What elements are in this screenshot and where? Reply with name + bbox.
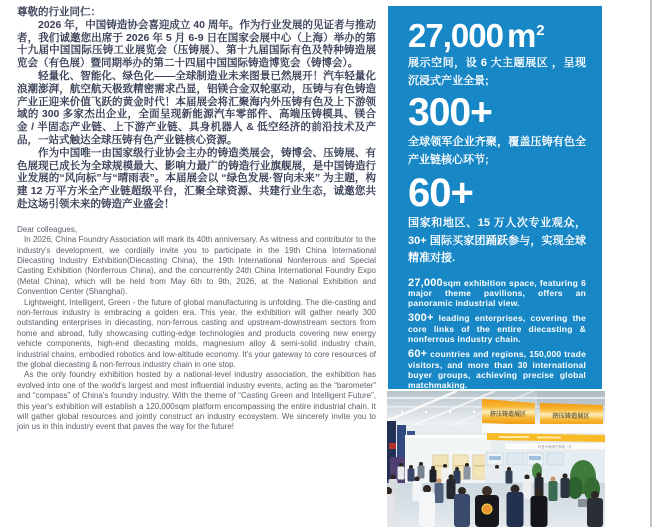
stat-enterprises-value: 300+	[408, 91, 492, 134]
pavilion-signs	[482, 399, 605, 450]
stat-enterprises-lead-en: 300+	[408, 312, 434, 325]
stat-space-desc-cn: 展示空间，设 6 大主题展区 ，呈现沉浸式产业全景;	[408, 57, 586, 87]
stat-countries-desc-cn: 国家和地区、15 万人次专业观众，30+ 国际买家团踊跃参与，实现全球精准对接.	[408, 217, 586, 264]
invitation-letter	[17, 6, 376, 433]
exhibition-photo	[387, 391, 605, 527]
letter-english-section	[17, 225, 376, 433]
stat-space-value	[408, 16, 586, 54]
stat-countries	[408, 171, 586, 268]
stat-enterprises	[408, 91, 586, 169]
letter-paragraph-cn: 2026 年，中国铸造协会喜迎成立 40 周年。作为行业发展的见证者与推动者，我们诚邀您出席于 2026 年 5 月 6-9 日在国家会展中心（上海）举办的第十九届中国国际压铸工业展览会（压铸展）、第十九届国际有色及特种铸造展览会（有色展）暨同期举办的第二十四届中国国际铸造博览会（铸博会）。	[17, 18, 376, 70]
salutation-cn: 尊敬的行业同仁：	[17, 6, 101, 18]
stats-panel	[388, 6, 602, 389]
stat-countries-lead-en: 60+	[408, 348, 428, 361]
stat-space-rest-en: sqm exhibition space, featuring 6 major theme pavilions, offers an panoramic industrial view.	[408, 277, 586, 309]
letter-paragraph-cn: 作为中国唯一由国家级行业协会主办的铸造类展会，铸博会、压铸展、有色展现已成长为全球规模最大、影响力最广的铸造行业旗舰展，是中国铸造行业发展的“风向标”与“晴雨表”。本届展会以 “绿色发展·智向未来” 为主题，构建 12 万平方米全产业链超级平台，汇聚全球资源、共建行业生态，诚邀您共赴这场引领未来的铸造产业盛会！	[17, 146, 376, 210]
stat-space-desc-en	[408, 278, 586, 309]
booth-banner-label: 科曼车辆部件系统（苏	[538, 445, 572, 449]
letter-paragraph-en: As the only foundry exhibition hosted by a national-level industry association, the exhibition has evolved into one of the world's largest and most influential industry events, acting as the “barometer” and “compass” of China's foundry industry. With the theme of “Casting Green and Intelligent Future”, this year's exhibition will establish a 120,000sqm platform encompassing the entire industrial chain. It will gather global resources and jointly construct an industry ecosystem. We sincerely invite you to join us in this industry event that paves the way for the future!	[17, 370, 376, 432]
stat-countries-rest-en: countries and regions, 150,000 trade visitors, and more than 30 international buyer groups, achieving precise global matchmaking.	[408, 349, 586, 391]
pavilion-sign-left-label: 挤压铸造展区	[489, 412, 527, 418]
exhibition-photo-scene	[387, 391, 605, 527]
stat-space-lead-en: 27,000	[408, 276, 443, 289]
letter-paragraph-cn: 轻量化、智能化、绿色化——全球制造业未来图景已然展开！汽车轻量化浪潮澎湃，航空航天极致精密需求凸显，铝镁合金双轮驱动，压铸与有色铸造产业正迎来价值飞跃的黄金时代！本届展会将汇聚海内外压铸有色及上下游领域的 300 多家杰出企业，全面呈现新能源汽车零部件、高端压铸模具、镁合金 / 半固态产业链、上下游产业链、具身机器人 & 低空经济的前沿技术及产品，一站式触达全球压铸有色产业链核心资源。	[17, 69, 376, 146]
stat-space-number: 27,000	[408, 17, 503, 54]
stat-space	[408, 16, 586, 90]
stat-space-unit-sup: 2	[536, 22, 545, 39]
stat-countries-value: 60+	[408, 171, 473, 215]
pavilion-sign-right-label: 挤压铸造展区	[552, 413, 590, 420]
page-right-edge	[650, 0, 652, 527]
letter-paragraph-en: Lightweight, Intelligent, Green - the future of global manufacturing is unfolding. The die-casting and non-ferrous industry is embracing a golden era. This year, the exhibition will gather nearly 300 outstanding enterprises in diecasting, non-ferrous casting and upstream-downstream sectors from home and abroad, fully showcasing cutting-edge technologies and products covering new energy vehicle components, high-end diecasting molds, magnesium alloy & semi-solid industry chain, industrial chains, embodied robotics and low-altitude economy. It's your gateway to core resources of the global diecasting & non-ferrous industry chain in one stop.	[17, 297, 376, 370]
salutation-en: Dear colleagues,	[17, 224, 78, 234]
stats-english-section	[408, 278, 586, 391]
letter-paragraph-en: In 2026, China Foundry Association will mark its 40th anniversary. As witness and contributor to the industry's development, we cordially invite you to participate in the 19th China International Diecasting Industry Exhibition(Diecasting China), the 19th International Nonferrous and Special Casting Exhibition (Nonferrous China), and the concurrently 24th China International Foundry Expo (Metal China), which will be held from May 6th to 9th, 2026, at the National Exhibition and Convention Center (Shanghai).	[17, 235, 376, 297]
stat-enterprises-desc-en	[408, 313, 586, 344]
stat-space-unit: m	[506, 17, 537, 54]
stat-enterprises-rest-en: leading enterprises, covering the core links of the entire diecasting & nonferrous industry chain.	[408, 313, 586, 344]
stat-enterprises-desc-cn: 全球领军企业齐聚，覆盖压铸有色全产业链核心环节;	[408, 136, 586, 166]
stat-countries-desc-en	[408, 349, 586, 390]
